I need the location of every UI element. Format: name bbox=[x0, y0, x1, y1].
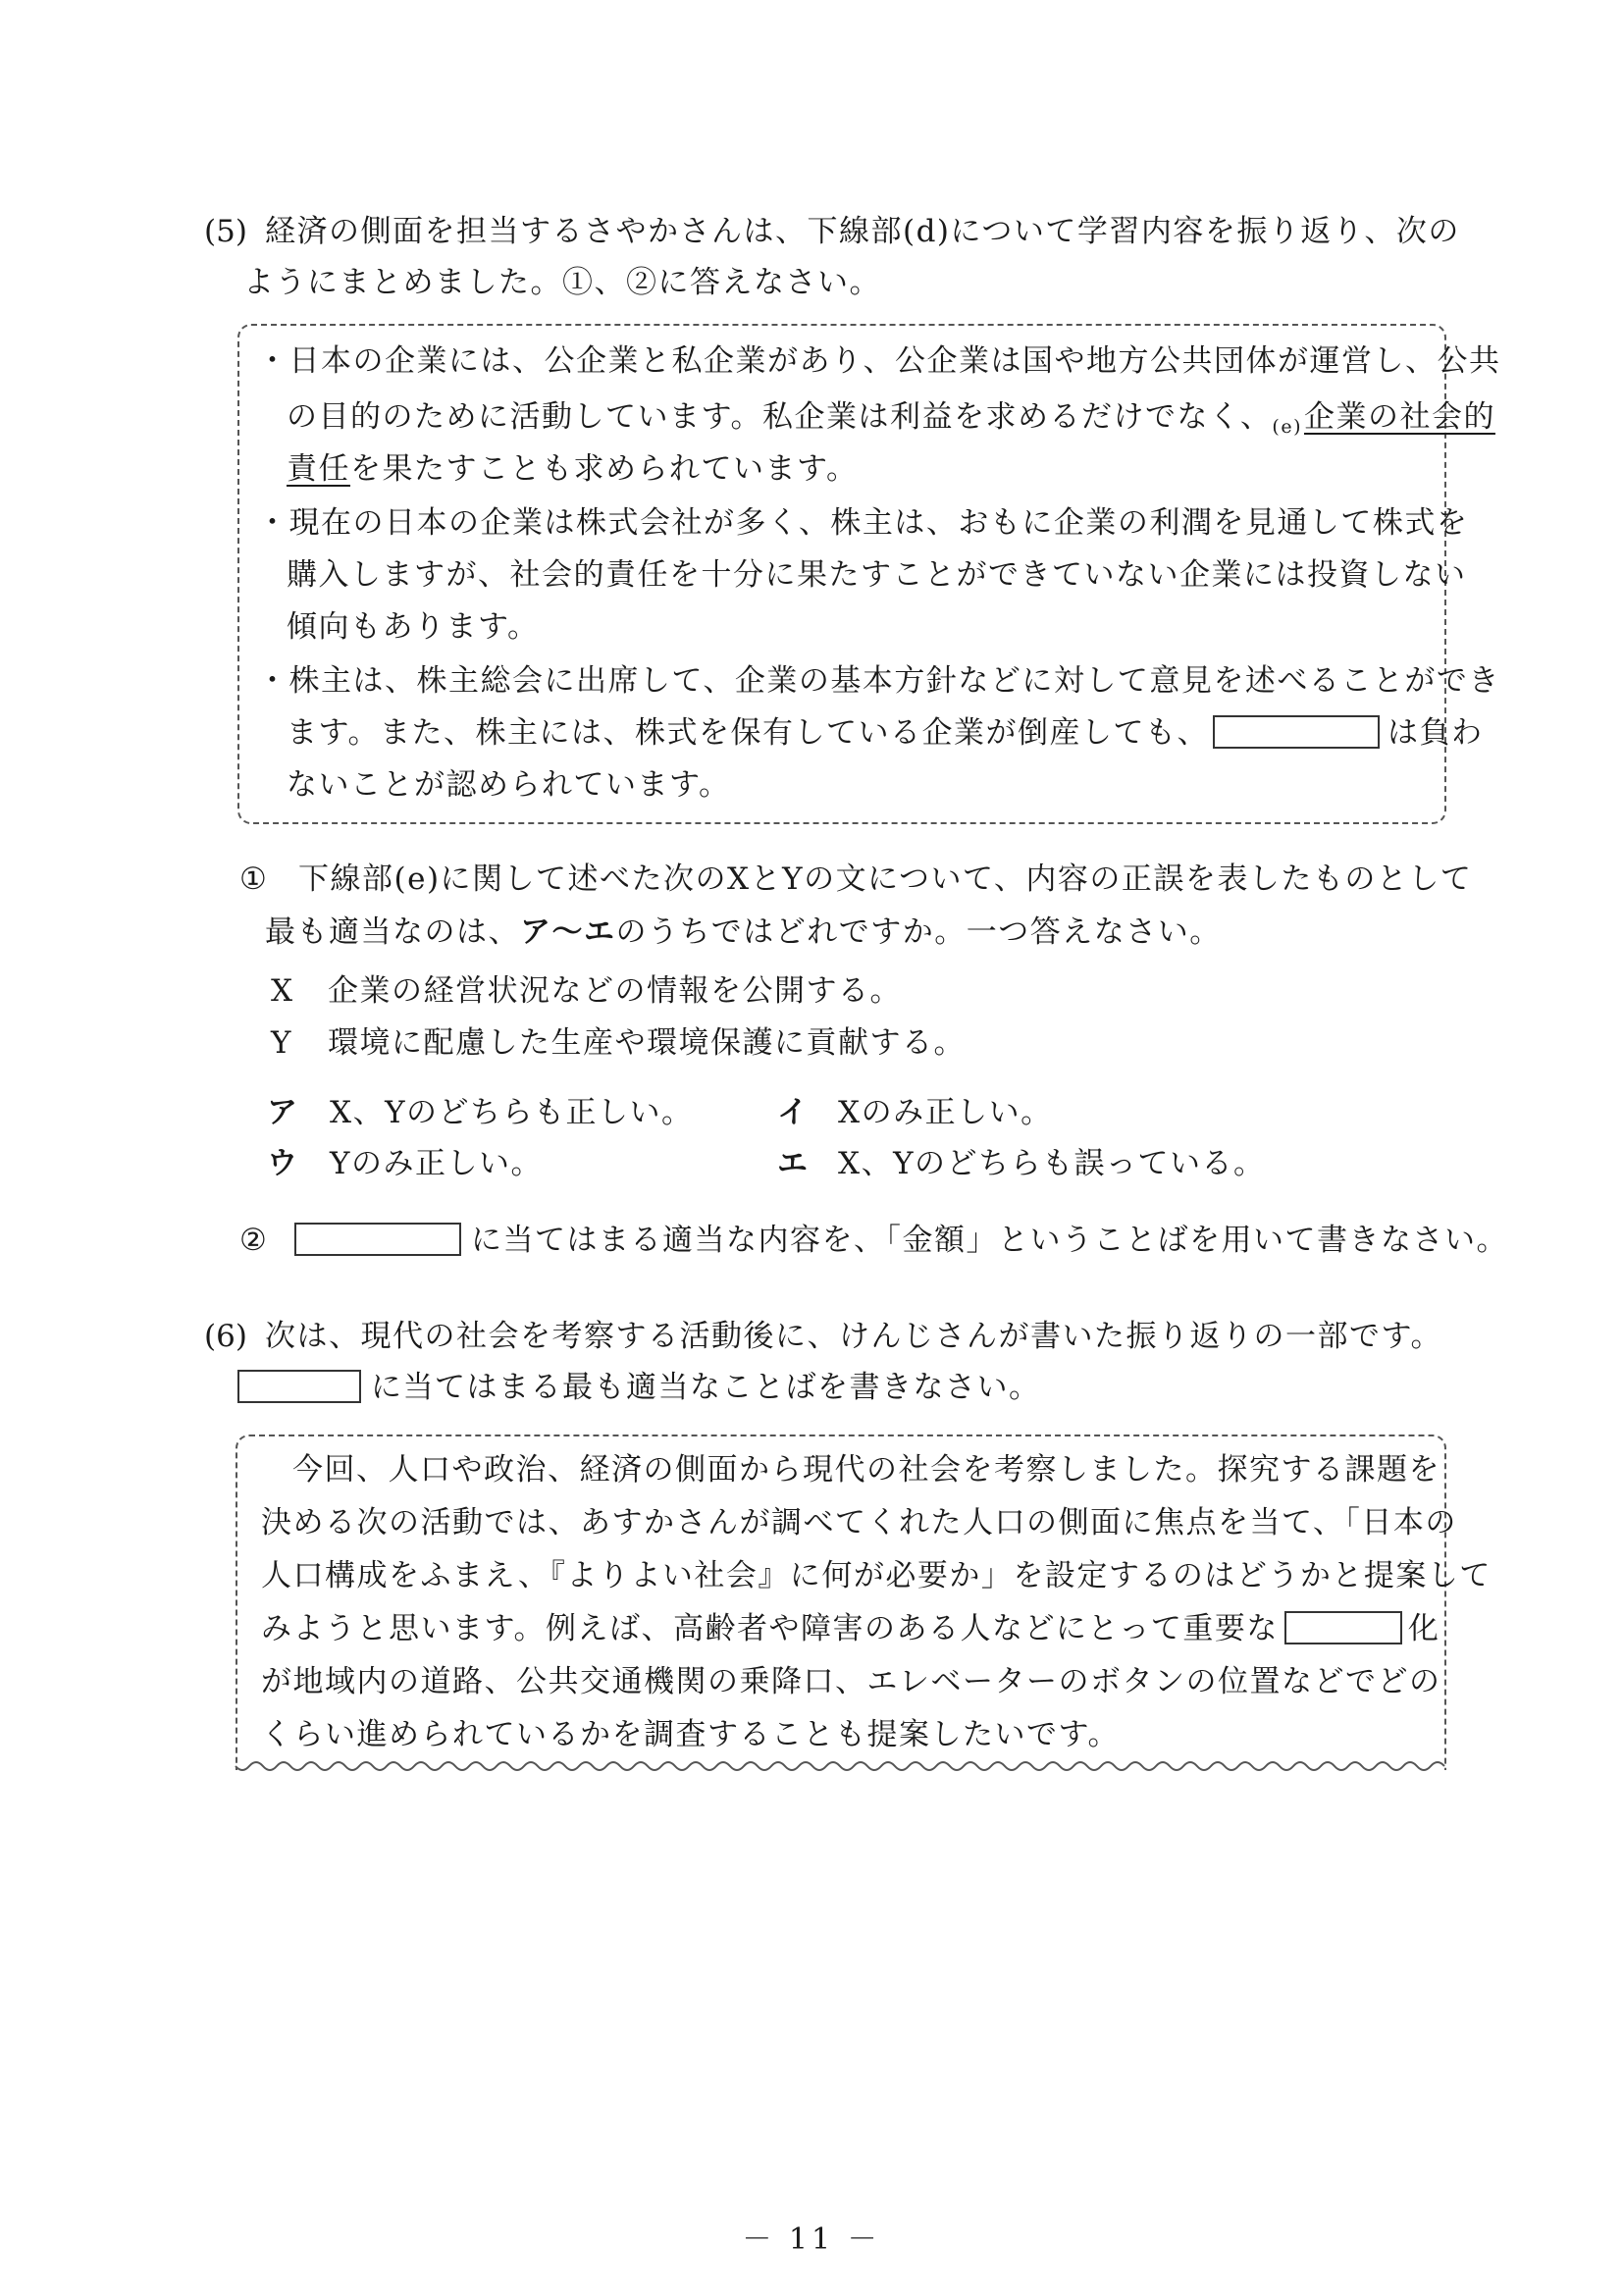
question-5-number: (5) bbox=[204, 214, 247, 249]
choice-u-text: Yのみ正しい。 bbox=[330, 1146, 543, 1181]
reflection-line4-end: 化 bbox=[1407, 1611, 1440, 1646]
summary-bullet3-line3: ないことが認められています。 bbox=[287, 767, 731, 803]
summary-bullet3-line2 bbox=[287, 713, 1484, 753]
choice-i-text: Xのみ正しい。 bbox=[838, 1095, 1053, 1130]
reflection-line1: 今回、人口や政治、経済の側面から現代の社会を考察しました。探究する課題を bbox=[292, 1452, 1440, 1487]
statement-y-text: 環境に配慮した生産や環境保護に貢献する。 bbox=[328, 1025, 966, 1061]
summary-bullet2-line3: 傾向もあります。 bbox=[287, 609, 540, 645]
summary-bullet3-line2-end: は負わ bbox=[1387, 715, 1484, 751]
underlined-csr-part1: 企業の社会的 bbox=[1303, 399, 1495, 435]
subquestion-1-line2 bbox=[265, 913, 1222, 952]
statement-x-label: X bbox=[271, 973, 294, 1009]
reflection-line2: 決める次の活動では、あすかさんが調べてくれた人口の側面に焦点を当て、「日本の bbox=[261, 1505, 1457, 1540]
statement-x-text: 企業の経営状況などの情報を公開する。 bbox=[328, 973, 902, 1009]
summary-bullet3-line1: ・株主は、株主総会に出席して、企業の基本方針などに対して意見を述べることができ bbox=[257, 663, 1500, 699]
reflection-line3: 人口構成をふまえ、『よりよい社会』に何が必要か」を設定するのはどうかと提案して bbox=[261, 1558, 1492, 1593]
choice-e-label: エ bbox=[777, 1146, 810, 1181]
subquestion-1-line1: 下線部(e)に関して述べた次のXとYの文について、内容の正誤を表したものとして bbox=[298, 861, 1473, 897]
choice-range: ア〜エ bbox=[520, 914, 616, 950]
subquestion-2-blank-box bbox=[294, 1223, 461, 1256]
subquestion-1-line2-end: のうちではどれですか。一つ答えなさい。 bbox=[615, 914, 1222, 950]
summary-bullet1-line2-text: の目的のために活動しています。私企業は利益を求めるだけでなく、 bbox=[287, 399, 1273, 435]
summary-bullet1-line3 bbox=[287, 449, 859, 489]
summary-bullet2-line1: ・現在の日本の企業は株式会社が多く、株主は、おもに企業の利潤を見通して株式を bbox=[257, 505, 1469, 541]
summary-bullet1-line3-text: を果たすことも求められています。 bbox=[350, 451, 859, 487]
summary-bullet3-line2-text: ます。また、株主には、株式を保有している企業が倒産しても、 bbox=[287, 715, 1210, 751]
reflection-blank-box bbox=[1284, 1611, 1402, 1644]
question-6-blank-box bbox=[237, 1370, 361, 1403]
subquestion-1-number: ① bbox=[239, 861, 267, 897]
choice-e-text: X、Yのどちらも誤っている。 bbox=[838, 1146, 1266, 1181]
subquestion-1-line2-text: 最も適当なのは、 bbox=[265, 914, 520, 950]
answer-blank-box bbox=[1213, 715, 1380, 749]
summary-bullet2-line2: 購入しますが、社会的責任を十分に果たすことができていない企業には投資しない bbox=[287, 557, 1467, 593]
question-5-intro-line2: ようにまとめました。①、②に答えなさい。 bbox=[243, 265, 881, 300]
summary-bullet1-line1: ・日本の企業には、公企業と私企業があり、公企業は国や地方公共団体が運営し、公共 bbox=[257, 343, 1501, 379]
question-6-number: (6) bbox=[204, 1319, 247, 1354]
choice-a-label: ア bbox=[267, 1095, 299, 1130]
reflection-line4-text: みようと思います。例えば、高齢者や障害のある人などにとって重要な bbox=[261, 1611, 1279, 1646]
choice-a-text: X、Yのどちらも正しい。 bbox=[330, 1095, 694, 1130]
choice-i-label: イ bbox=[777, 1095, 810, 1130]
reflection-line6: くらい進められているかを調査することも提案したいです。 bbox=[261, 1717, 1121, 1752]
question-6-intro-line2-text: に当てはまる最も適当なことばを書きなさい。 bbox=[371, 1370, 1041, 1405]
page-number: － 11 － bbox=[742, 2222, 881, 2257]
subquestion-2-text: に当てはまる適当な内容を、「金額」ということばを用いて書きなさい。 bbox=[471, 1223, 1508, 1258]
summary-bullet1-line2 bbox=[287, 397, 1495, 446]
question-6-intro-line2 bbox=[237, 1368, 1041, 1407]
question-5-intro-line1: 経済の側面を担当するさやかさんは、下線部(d)について学習内容を振り返り、次の bbox=[265, 214, 1460, 249]
subquestion-2-number: ② bbox=[239, 1223, 267, 1258]
reflection-line5: が地域内の道路、公共交通機関の乗降口、エレベーターのボタンの位置などでどの bbox=[261, 1664, 1441, 1699]
choice-u-label: ウ bbox=[267, 1146, 299, 1181]
subquestion-2-line bbox=[294, 1221, 1508, 1260]
underlined-csr-part2: 責任 bbox=[287, 451, 350, 487]
underline-marker-e: (e) bbox=[1272, 416, 1302, 438]
reflection-box-wavy-border bbox=[234, 1758, 1446, 1782]
reflection-line4 bbox=[261, 1609, 1440, 1648]
statement-y-label: Y bbox=[271, 1025, 292, 1061]
question-6-intro-line1: 次は、現代の社会を考察する活動後に、けんじさんが書いた振り返りの一部です。 bbox=[265, 1319, 1443, 1354]
